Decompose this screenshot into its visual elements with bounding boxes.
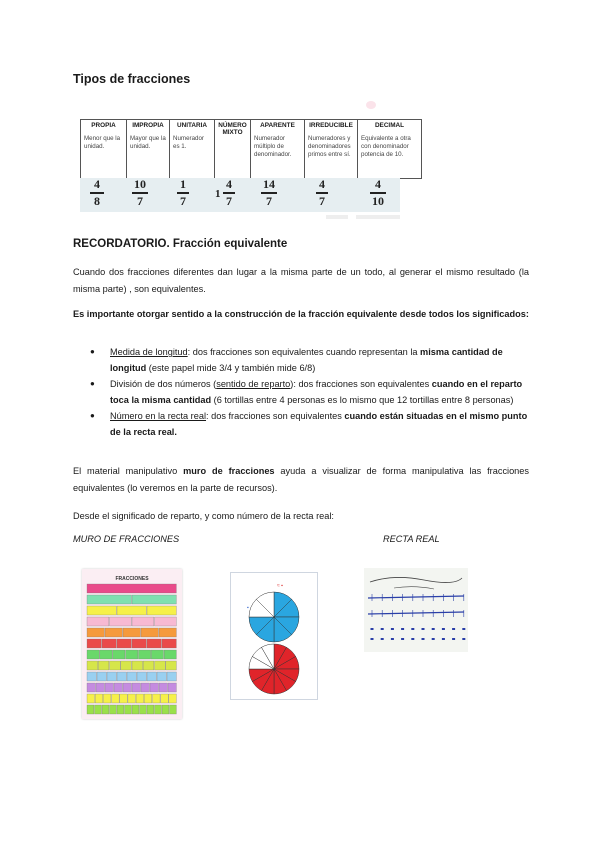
- wall-piece: [120, 694, 128, 703]
- table-col: APARENTE Numerador múltiplo de denominador.: [251, 120, 305, 178]
- fractions-row: [80, 178, 400, 212]
- fraction: 14 7: [263, 177, 275, 208]
- fraction: 1 7: [177, 178, 189, 208]
- pink-mark: [366, 101, 376, 109]
- handwriting-mark: [371, 628, 374, 630]
- handwriting-mark: [462, 638, 465, 640]
- wall-piece: [112, 694, 120, 703]
- wall-piece: [100, 650, 112, 659]
- fraction-types-table: [80, 119, 422, 179]
- handwriting-mark: [442, 638, 445, 640]
- handwriting-mark: [432, 638, 435, 640]
- wall-piece: [159, 683, 167, 692]
- handwriting-mark: [422, 628, 425, 630]
- wall-piece: [117, 672, 126, 681]
- wall-piece: [105, 683, 113, 692]
- wall-piece: [144, 694, 152, 703]
- paragraph-3: El material manipulativo muro de fracciones ayuda a visualizar de forma manipulativa las fracciones equivalentes (lo veremos en la parte de recursos).: [73, 466, 529, 493]
- wall-piece: [166, 661, 177, 670]
- wall-piece: [87, 683, 95, 692]
- wall-piece: [95, 705, 102, 714]
- handwriting-scribble: [370, 577, 462, 582]
- wall-piece: [102, 639, 116, 648]
- handwriting-mark: [391, 628, 394, 630]
- wall-piece: [125, 705, 132, 714]
- wall-piece: [114, 683, 122, 692]
- wall-piece: [162, 639, 176, 648]
- wall-piece: [132, 617, 154, 626]
- wall-piece: [107, 672, 116, 681]
- wall-piece: [140, 705, 147, 714]
- wall-piece: [164, 650, 176, 659]
- grey-mark: [326, 215, 348, 219]
- blue-circle: [249, 592, 299, 642]
- handwriting-mark: [442, 628, 445, 630]
- wall-piece: [87, 639, 101, 648]
- table-col: DECIMAL Equivalente a otra con denominador potencia de 10.: [361, 122, 411, 158]
- paragraph-2: Es importante otorgar sentido a la construcción de la fracción equivalente desde todos los significados:: [73, 309, 529, 319]
- table-col: PROPIA Menor que la unidad.: [81, 120, 127, 178]
- wall-piece: [96, 683, 104, 692]
- fraction: 4 8: [90, 178, 104, 208]
- wall-piece: [150, 683, 158, 692]
- wall-piece: [159, 628, 176, 637]
- grey-mark: [356, 215, 400, 219]
- wall-piece: [123, 628, 140, 637]
- wall-piece: [97, 672, 106, 681]
- wall-piece: [102, 705, 109, 714]
- list-item: ● Medida de longitud: dos fracciones son equivalentes cuando representan la misma cantidad de longitud (este papel mide 3/4 y también mide 6/8): [90, 344, 530, 376]
- wall-piece: [105, 628, 122, 637]
- list-item: ● División de dos números (sentido de reparto): dos fracciones son equivalentes cuando en el reparto toca la misma cantidad (6 tortillas entre 4 personas es lo mismo que 12 tortillas entre 8 personas): [90, 376, 530, 408]
- bullet-list: [90, 344, 530, 440]
- fraction-mark-icon: ≈ ▪: [277, 583, 283, 589]
- wall-piece: [110, 705, 117, 714]
- wall-piece: [87, 606, 116, 615]
- wall-piece: [117, 639, 131, 648]
- wall-piece: [155, 617, 177, 626]
- wall-piece: [147, 639, 161, 648]
- wall-piece: [128, 694, 136, 703]
- wall-piece: [132, 705, 139, 714]
- paragraph-4: Desde el significado de reparto, y como número de la recta real:: [73, 511, 334, 521]
- wall-piece: [127, 672, 136, 681]
- table-col: UNITARIA Numerador es 1.: [170, 120, 215, 178]
- wall-piece: [155, 705, 162, 714]
- handwriting-mark: [452, 638, 455, 640]
- table-col: IRREDUCIBLE Numeradores y denominadores primos entre sí.: [305, 120, 358, 178]
- wall-piece: [170, 705, 177, 714]
- wall-piece: [162, 705, 169, 714]
- wall-piece: [87, 595, 131, 604]
- wall-piece: [141, 628, 158, 637]
- wall-piece: [117, 705, 124, 714]
- wall-piece: [87, 672, 96, 681]
- wall-piece: [87, 617, 109, 626]
- section-title-tipos: Tipos de fracciones: [73, 72, 191, 86]
- handwriting-mark: [391, 638, 394, 640]
- wall-piece: [147, 606, 176, 615]
- wall-piece: [157, 672, 166, 681]
- wall-piece: [155, 661, 166, 670]
- wall-piece: [138, 650, 150, 659]
- fraction-wall-image: [82, 569, 182, 719]
- wall-piece: [87, 694, 95, 703]
- fraction: 4 10: [372, 177, 384, 208]
- handwriting-mark: [401, 628, 404, 630]
- wall-piece: [132, 661, 143, 670]
- wall-piece: [143, 661, 154, 670]
- handwriting-mark: [411, 638, 414, 640]
- wall-piece: [121, 661, 132, 670]
- wall-piece: [147, 705, 154, 714]
- fraction: 10 7: [134, 177, 146, 208]
- fraction: 4 7: [316, 178, 328, 208]
- wall-piece: [167, 672, 176, 681]
- caption-recta: RECTA REAL: [383, 534, 440, 544]
- paragraph-1: Cuando dos fracciones diferentes dan lugar a la misma parte de un todo, al generar el mismo resultado (la misma parte) , son equivalentes.: [73, 267, 529, 294]
- wall-piece: [151, 650, 163, 659]
- wall-piece: [136, 694, 144, 703]
- fraction: 4 7: [223, 178, 235, 208]
- wall-piece: [132, 595, 176, 604]
- wall-piece: [152, 694, 160, 703]
- wall-piece: [110, 661, 121, 670]
- wall-piece: [147, 672, 156, 681]
- wall-piece: [161, 694, 169, 703]
- fraction-mark-icon: ▪: [247, 605, 249, 611]
- handwriting-mark: [432, 628, 435, 630]
- section-title-recordatorio: RECORDATORIO. Fracción equivalente: [73, 238, 288, 250]
- wall-piece: [113, 650, 125, 659]
- red-circle: [249, 644, 299, 694]
- wall-piece: [103, 694, 111, 703]
- wall-piece: [98, 661, 109, 670]
- wall-piece: [126, 650, 138, 659]
- wall-piece: [117, 606, 146, 615]
- wall-piece: [169, 694, 177, 703]
- wall-piece: [87, 584, 176, 593]
- wall-piece: [95, 694, 103, 703]
- wall-piece: [132, 639, 146, 648]
- wall-piece: [87, 650, 99, 659]
- wall-piece: [87, 705, 94, 714]
- wall-piece: [123, 683, 131, 692]
- handwriting-mark: [422, 638, 425, 640]
- wall-piece: [137, 672, 146, 681]
- table-col: NÚMERO MIXTO: [215, 120, 251, 178]
- handwriting-mark: [462, 628, 465, 630]
- handwriting-mark: [411, 628, 414, 630]
- wall-piece: [87, 661, 98, 670]
- number-line-image: [364, 568, 468, 652]
- wall-label: FRACCIONES: [115, 576, 149, 582]
- handwriting-scribble: [394, 587, 434, 589]
- mixed-whole: 1: [215, 188, 221, 200]
- wall-piece: [87, 628, 104, 637]
- fraction-circles-image: [230, 572, 318, 700]
- handwriting-mark: [452, 628, 455, 630]
- wall-piece: [141, 683, 149, 692]
- wall-piece: [132, 683, 140, 692]
- caption-muro: MURO DE FRACCIONES: [73, 534, 180, 544]
- wall-piece: [110, 617, 132, 626]
- table-col: IMPROPIA Mayor que la unidad.: [127, 120, 170, 178]
- wall-piece: [168, 683, 176, 692]
- handwriting-mark: [381, 628, 384, 630]
- handwriting-mark: [371, 638, 374, 640]
- handwriting-mark: [381, 638, 384, 640]
- list-item: ● Número en la recta real: dos fracciones son equivalentes cuando están situadas en el mismo punto de la recta real.: [90, 408, 530, 440]
- handwriting-mark: [401, 638, 404, 640]
